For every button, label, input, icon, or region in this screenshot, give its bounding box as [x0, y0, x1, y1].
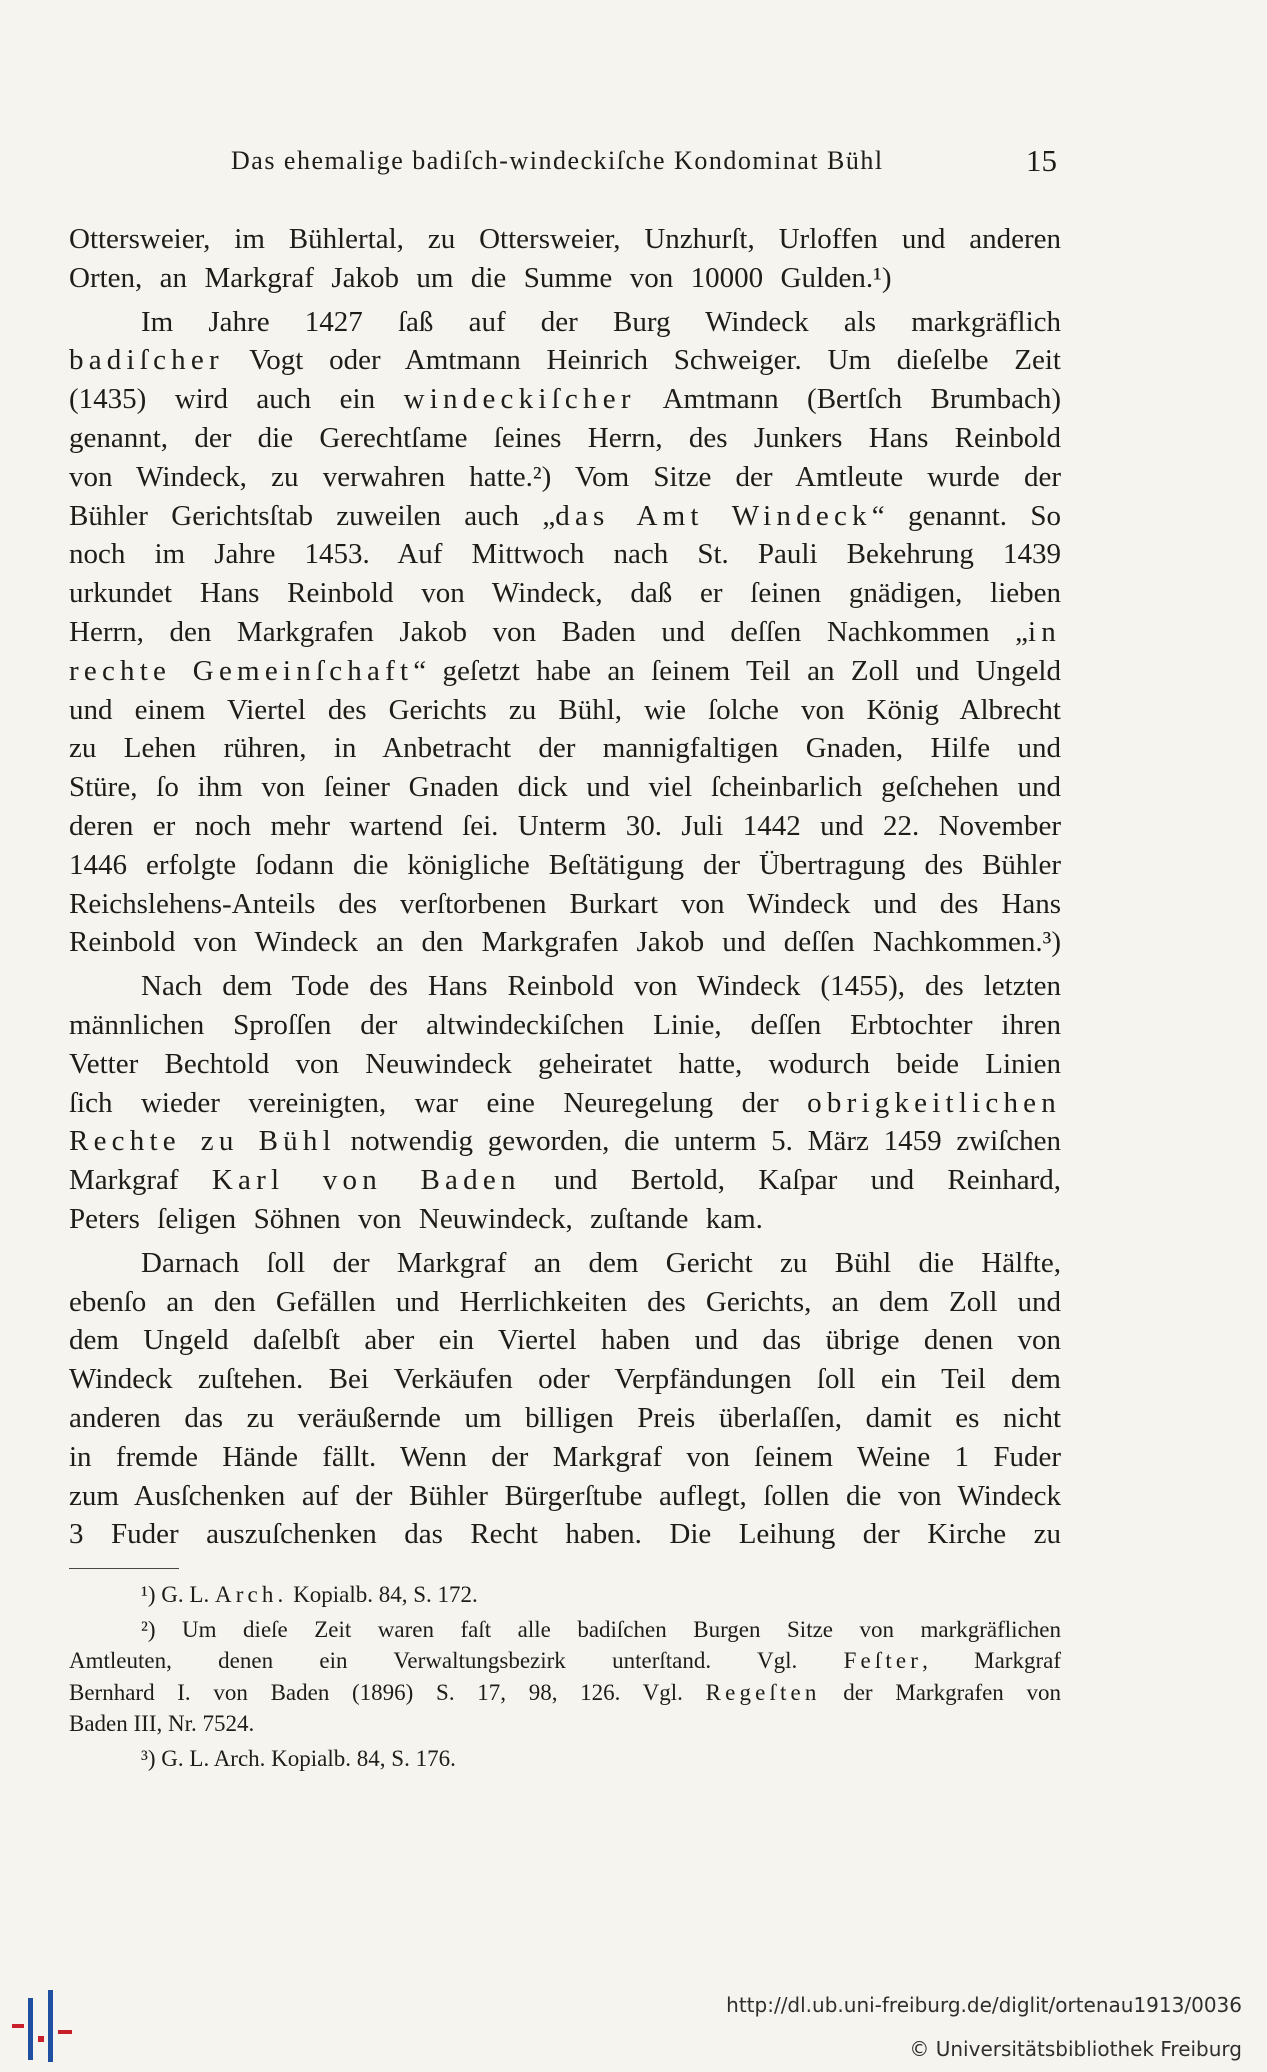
logo-blue-bar-left	[28, 1998, 33, 2060]
text-line	[69, 1161, 1061, 1200]
spaced-text: in	[1028, 615, 1061, 648]
spaced-text: Karl von Baden	[211, 1164, 521, 1197]
text-run: ebenſo an den Gefällen und Herrlichkeiten des Gerichts, an dem Zoll und	[69, 1285, 1061, 1318]
footnote-line	[69, 1614, 1061, 1646]
text-line	[69, 1084, 1061, 1123]
paragraph	[69, 303, 1061, 963]
text-line	[69, 1321, 1061, 1360]
footnote-line	[69, 1743, 1061, 1775]
text-line	[69, 923, 1061, 962]
text-run: anderen das zu veräußernde um billigen Preis überlaſſen, damit es nicht	[69, 1401, 1061, 1434]
footnote-line	[69, 1579, 1061, 1611]
text-run: und einem Viertel des Gerichts zu Bühl, wie ſolche von König Albrecht	[69, 693, 1061, 726]
text-run: Im Jahre 1427 ſaß auf der Burg Windeck als markgräflich	[141, 305, 1061, 338]
spaced-text: Rechte zu Bühl	[69, 1125, 336, 1158]
page-number: 15	[1026, 143, 1057, 178]
text-run: “ genannt. So	[871, 499, 1061, 532]
footnotes	[69, 1579, 1061, 1775]
text-run: zum Ausſchenken auf der Bühler Bürgerſtube auflegt, ſollen die von Windeck	[69, 1479, 1061, 1512]
text-run: Peters ſeligen Söhnen von Neuwindeck, zuſtande kam.	[69, 1202, 763, 1235]
text-line	[69, 303, 1061, 342]
text-line	[69, 1006, 1061, 1045]
text-run: Darnach ſoll der Markgraf an dem Gericht zu Bühl die Hälfte,	[141, 1246, 1061, 1279]
text-run: der Markgrafen von	[820, 1679, 1062, 1705]
text-run: ſich wieder vereinigten, war eine Neuregelung der	[69, 1086, 808, 1119]
text-line	[69, 729, 1061, 768]
text-run: Bernhard I. von Baden (1896) S. 17, 98, 126. Vgl.	[69, 1679, 706, 1705]
text-run: ¹) G. L.	[141, 1582, 215, 1607]
text-line	[69, 613, 1061, 652]
text-line	[69, 574, 1061, 613]
body-text	[69, 220, 1061, 1554]
text-run: Amtleuten, denen ein Verwaltungsbezirk unterſtand. Vgl.	[69, 1648, 844, 1674]
text-run: Vetter Bechtold von Neuwindeck geheiratet hatte, wodurch beide Linien	[69, 1047, 1061, 1080]
text-run: dem Ungeld daſelbſt aber ein Viertel haben und das übrige denen von	[69, 1324, 1061, 1357]
text-run: Orten, an Markgraf Jakob um die Summe von 10000 Gulden.¹)	[69, 261, 892, 294]
logo-red-dash-right	[58, 2030, 72, 2034]
ub-freiburg-logo-icon	[10, 1988, 80, 2064]
text-run: Windeck zuſtehen. Bei Verkäufen oder Verpfändungen ſoll ein Teil dem	[69, 1363, 1061, 1396]
text-line	[69, 458, 1061, 497]
logo-red-dash-left	[12, 2024, 24, 2028]
paragraph	[69, 220, 1061, 298]
text-run: Stüre, ſo ihm von ſeiner Gnaden dick und viel ſcheinbarlich geſchehen und	[69, 771, 1061, 804]
spaced-text: rechte Gemeinſchaft	[69, 654, 414, 687]
paragraph	[69, 1244, 1061, 1554]
footnote-separator	[69, 1568, 179, 1569]
text-run: und Bertold, Kaſpar und Reinhard,	[520, 1164, 1061, 1197]
text-run: 3 Fuder auszuſchenken das Recht haben. Die Leihung der Kirche zu	[69, 1518, 1061, 1551]
text-line	[69, 1399, 1061, 1438]
text-line	[69, 1283, 1061, 1322]
footnote	[69, 1614, 1061, 1740]
text-line	[69, 535, 1061, 574]
text-run: Reichslehens-Anteils des verſtorbenen Burkart von Windeck und des Hans	[69, 887, 1061, 920]
text-line	[69, 419, 1061, 458]
spaced-text: badiſcher	[69, 344, 224, 377]
text-run: Herrn, den Markgrafen Jakob von Baden und deſſen Nachkommen „	[69, 615, 1028, 648]
text-run: noch im Jahre 1453. Auf Mittwoch nach St. Pauli Bekehrung 1439	[69, 538, 1061, 571]
text-run: ²) Um dieſe Zeit waren faſt alle badiſchen Burgen Sitze von markgräflichen	[141, 1616, 1061, 1642]
text-run: genannt, der die Gerechtſame ſeines Herrn, des Junkers Hans Reinbold	[69, 421, 1061, 454]
spaced-text: obrigkeitlichen	[807, 1086, 1061, 1119]
spaced-text: Regeſten	[705, 1679, 821, 1705]
copyright-notice: © Universitätsbibliothek Freiburg	[909, 2037, 1242, 2061]
text-run: ³) G. L. Arch. Kopialb. 84, S. 176.	[141, 1745, 456, 1771]
text-line	[69, 967, 1061, 1006]
text-line	[69, 1244, 1061, 1283]
text-line	[69, 652, 1061, 691]
text-line	[69, 768, 1061, 807]
spaced-text: windeckiſcher	[403, 383, 636, 416]
footnote-line	[69, 1677, 1061, 1709]
text-line	[69, 885, 1061, 924]
text-run: , Markgraf	[922, 1648, 1061, 1674]
text-run: Vogt oder Amtmann Heinrich Schweiger. Um dieſelbe Zeit	[223, 344, 1061, 377]
text-run: Bühler Gerichtsſtab zuweilen auch „	[69, 499, 556, 532]
text-run: (1435) wird auch ein	[69, 383, 404, 416]
spaced-text: Feſter	[843, 1648, 923, 1674]
text-line	[69, 220, 1061, 259]
spaced-text: das Amt Windeck	[555, 499, 872, 532]
text-run: Baden III, Nr. 7524.	[69, 1711, 255, 1737]
text-line	[69, 497, 1061, 536]
text-line	[69, 1122, 1061, 1161]
text-line	[69, 1045, 1061, 1084]
text-line	[69, 341, 1061, 380]
logo-red-square	[38, 2036, 44, 2042]
text-run: “ geſetzt habe an ſeinem Teil an Zoll und Ungeld	[413, 654, 1061, 687]
text-run: männlichen Sproſſen der altwindeckiſchen Linie, deſſen Erbtochter ihren	[69, 1008, 1061, 1041]
text-line	[69, 1200, 1061, 1239]
text-run: in fremde Hände fällt. Wenn der Markgraf von ſeinem Weine 1 Fuder	[69, 1440, 1061, 1473]
text-line	[69, 1515, 1061, 1554]
text-line	[69, 691, 1061, 730]
text-run: urkundet Hans Reinbold von Windeck, daß er ſeinen gnädigen, lieben	[69, 577, 1061, 610]
text-run: Markgraf	[69, 1164, 212, 1197]
footnote-line	[69, 1708, 1061, 1740]
text-line	[69, 1438, 1061, 1477]
text-run: von Windeck, zu verwahren hatte.²) Vom Sitze der Amtleute wurde der	[69, 460, 1061, 493]
text-line	[69, 846, 1061, 885]
footnote	[69, 1743, 1061, 1775]
logo-blue-bar-right	[48, 1990, 53, 2062]
text-run: Kopialb. 84, S. 172.	[287, 1582, 478, 1607]
paragraph	[69, 967, 1061, 1239]
text-run: Ottersweier, im Bühlertal, zu Ottersweier, Unzhurſt, Urloffen und anderen	[69, 223, 1061, 255]
text-line	[69, 807, 1061, 846]
text-run: deren er noch mehr wartend ſei. Unterm 30. Juli 1442 und 22. November	[69, 809, 1061, 842]
text-line	[69, 380, 1061, 419]
footnote-line	[69, 1645, 1061, 1677]
text-line	[69, 259, 1061, 298]
text-run: Nach dem Tode des Hans Reinbold von Windeck (1455), des letzten	[141, 970, 1061, 1003]
text-run: 1446 erfolgte ſodann die königliche Beſtätigung der Übertragung des Bühler	[69, 848, 1061, 881]
running-header-title: Das ehemalige badiſch-windeckiſche Kondominat Bühl	[231, 146, 884, 175]
text-run: zu Lehen rühren, in Anbetracht der mannigfaltigen Gnaden, Hilfe und	[69, 732, 1061, 765]
text-run: Amtmann (Bertſch Brumbach)	[635, 383, 1062, 416]
text-line	[69, 1477, 1061, 1516]
text-line	[69, 1360, 1061, 1399]
text-run: notwendig geworden, die unterm 5. März 1459 zwiſchen	[335, 1125, 1061, 1158]
source-url: http://dl.ub.uni-freiburg.de/diglit/ortenau1913/0036	[726, 1993, 1242, 2017]
spaced-text: Arch.	[214, 1582, 288, 1607]
text-run: Reinbold von Windeck an den Markgrafen Jakob und deſſen Nachkommen.³)	[69, 926, 1061, 959]
footnote	[69, 1579, 1061, 1611]
